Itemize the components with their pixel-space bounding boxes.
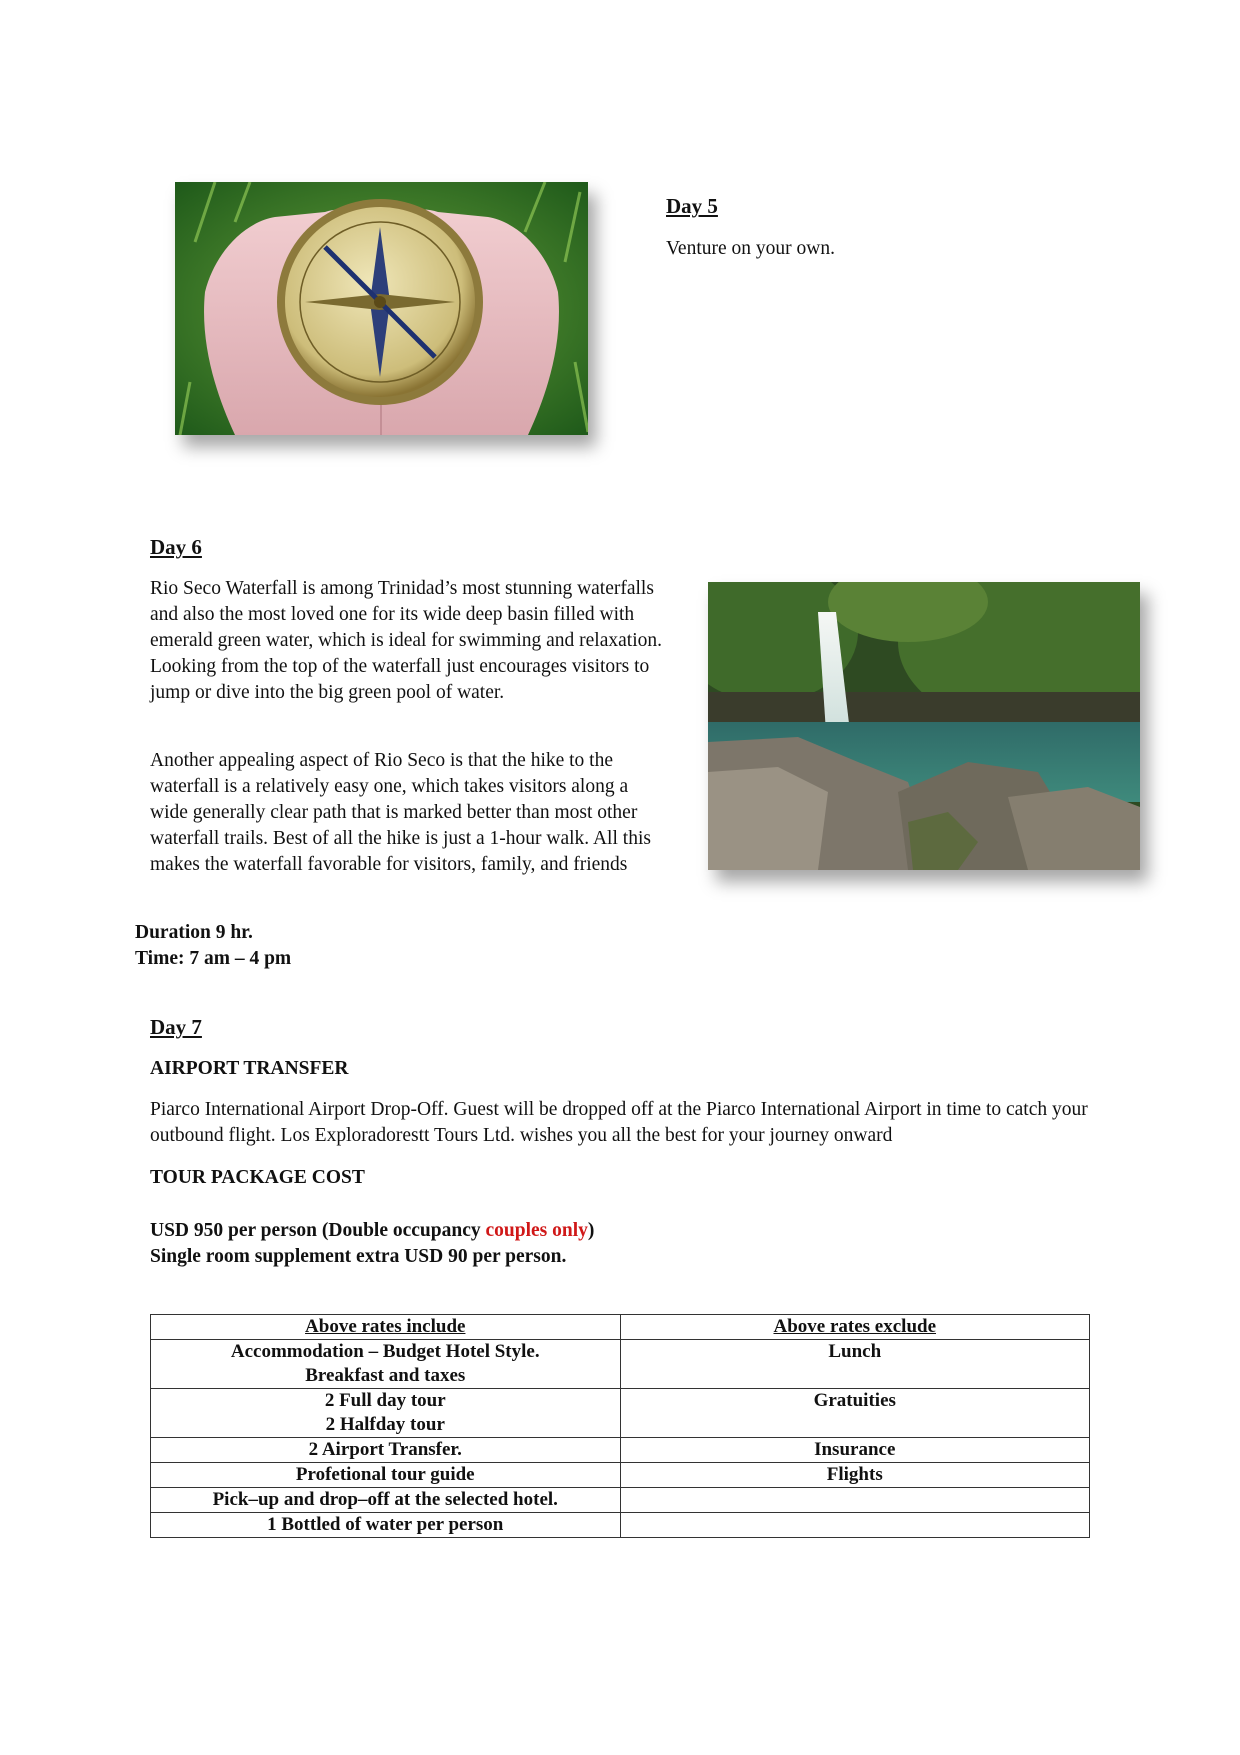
price-line — [150, 1218, 594, 1244]
day6-paragraph-2: Another appealing aspect of Rio Seco is that the hike to the waterfall is a relatively easy one, which takes visitors along a wide generally clear path that is marked better than most other waterfall trails. Best of all the hike is just a 1-hour walk. All this makes the waterfall favorable for visitors, family, and friends — [150, 750, 651, 875]
table-row — [151, 1340, 1090, 1389]
day7-heading: Day 7 — [150, 1015, 202, 1039]
day5-heading: Day 5 — [666, 194, 718, 218]
table-row — [151, 1389, 1090, 1438]
exclude-header: Above rates exclude — [620, 1315, 1090, 1340]
compass-illustration — [175, 182, 588, 435]
rates-table — [150, 1314, 1090, 1538]
table-header-row — [151, 1315, 1090, 1340]
table-row — [151, 1488, 1090, 1513]
day6-paragraph-1: Rio Seco Waterfall is among Trinidad’s most stunning waterfalls and also the most loved one for its wide deep basin filled with emerald green water, which is ideal for swimming and relaxation. Looking from the top of the waterfall just encourages visitors to jump or dive into the big green pool of water. — [150, 578, 662, 703]
include-cell: Pick–up and drop–off at the selected hotel. — [151, 1488, 621, 1513]
airport-transfer-heading: AIRPORT TRANSFER — [150, 1058, 349, 1079]
day6-duration: Duration 9 hr. — [135, 922, 253, 943]
waterfall-illustration — [708, 582, 1140, 870]
include-cell — [151, 1389, 621, 1438]
rio-seco-waterfall-photo — [708, 582, 1140, 870]
include-cell: Profetional tour guide — [151, 1463, 621, 1488]
couples-only-highlight: couples only — [485, 1220, 588, 1241]
compass-in-hands-photo — [175, 182, 588, 435]
exclude-cell: Flights — [620, 1463, 1090, 1488]
include-header: Above rates include — [151, 1315, 621, 1340]
day6-time: Time: 7 am – 4 pm — [135, 948, 292, 969]
include-cell — [151, 1340, 621, 1389]
day7-text: Piarco International Airport Drop-Off. Guest will be dropped off at the Piarco International Airport in time to catch your outbound flight. Los Exploradorestt Tours Ltd. wishes you all the best for your journey onward — [150, 1099, 1088, 1146]
table-row — [151, 1513, 1090, 1538]
include-text: Accommodation – Budget Hotel Style. Breakfast and taxes — [230, 1341, 540, 1386]
price-prefix: USD 950 per person (Double occupancy — [150, 1220, 486, 1241]
table-row — [151, 1438, 1090, 1463]
exclude-cell: Lunch — [620, 1340, 1090, 1389]
include-text-line-2: 2 Halfday tour — [325, 1414, 445, 1435]
day5-text: Venture on your own. — [666, 238, 835, 259]
price-suffix: ) — [587, 1220, 595, 1241]
table-row — [151, 1463, 1090, 1488]
exclude-cell: Insurance — [620, 1438, 1090, 1463]
exclude-cell — [620, 1513, 1090, 1538]
include-text-line-1: 2 Full day tour — [324, 1390, 446, 1411]
include-cell: 1 Bottled of water per person — [151, 1513, 621, 1538]
tour-package-cost-heading: TOUR PACKAGE COST — [150, 1167, 365, 1188]
exclude-cell: Gratuities — [620, 1389, 1090, 1438]
include-cell: 2 Airport Transfer. — [151, 1438, 621, 1463]
single-supplement-line: Single room supplement extra USD 90 per person. — [150, 1246, 567, 1267]
day6-heading: Day 6 — [150, 535, 202, 559]
exclude-cell — [620, 1488, 1090, 1513]
